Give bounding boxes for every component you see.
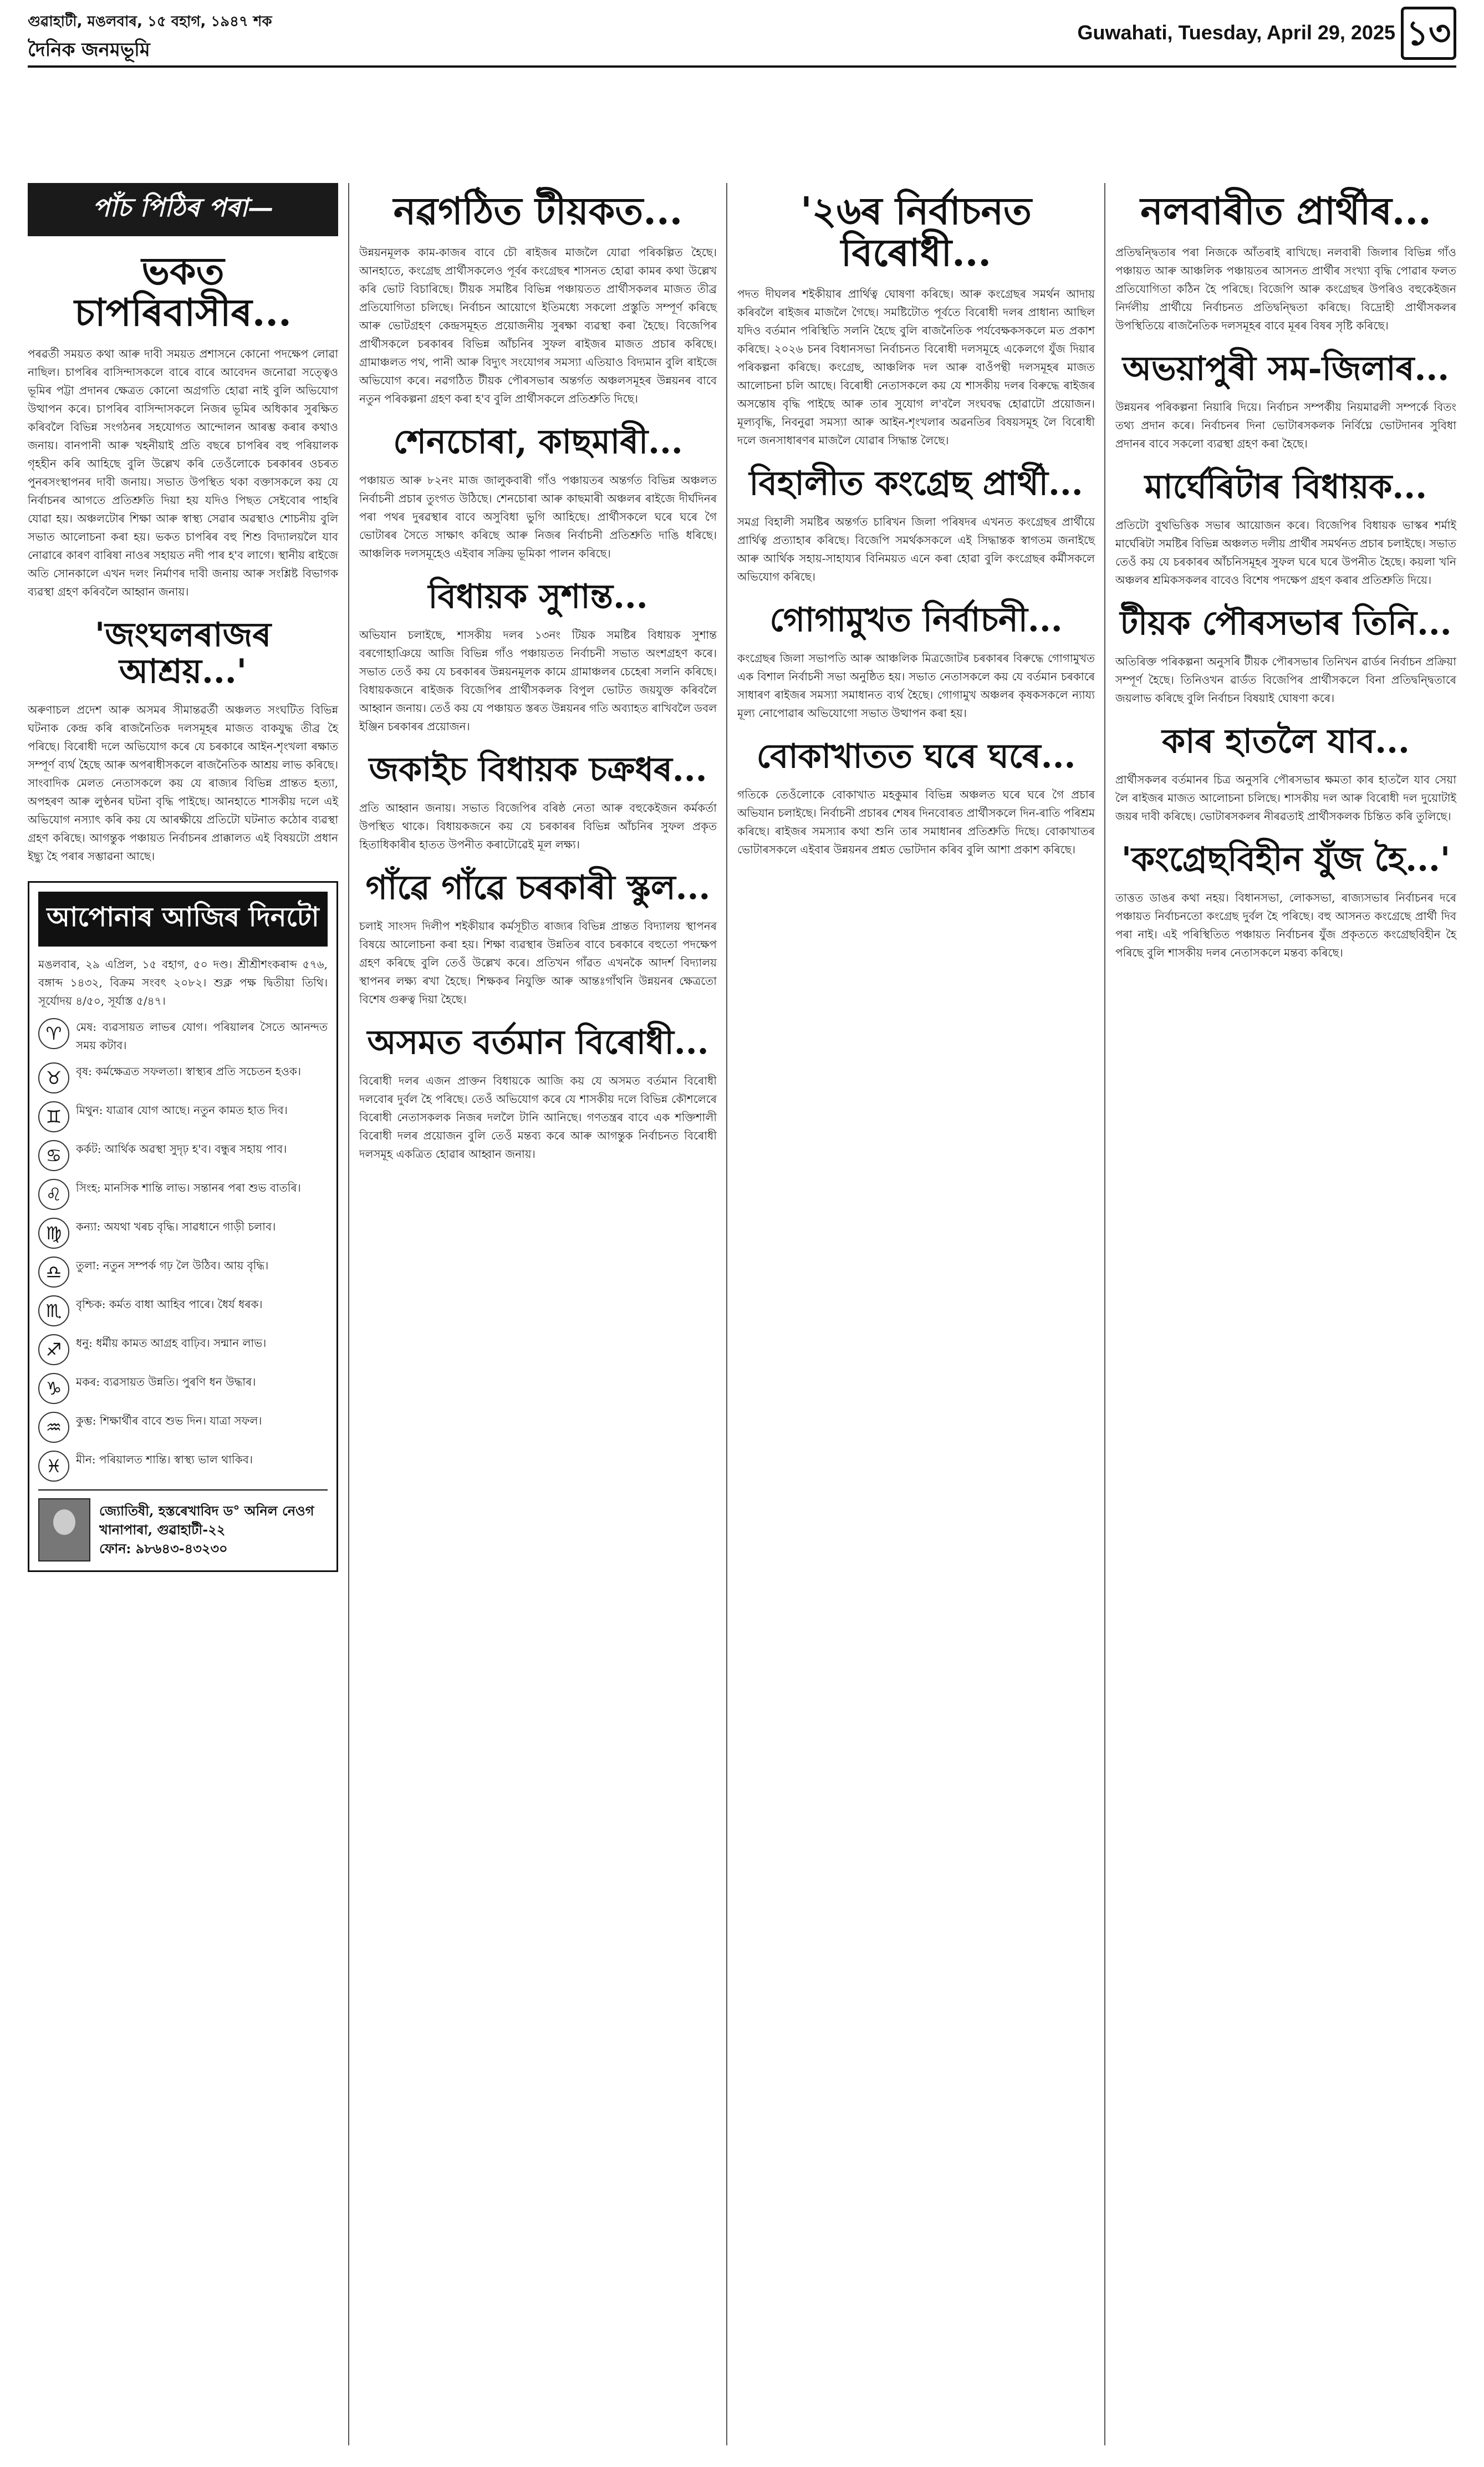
- astrologer-photo: [38, 1498, 90, 1561]
- horoscope-row: [38, 1373, 328, 1404]
- article-bihali: [737, 465, 1095, 586]
- article-body: প্ৰতিটো বুথভিত্তিক সভাৰ আয়োজন কৰে। বিজেপিৰ বিধায়ক ভাস্কৰ শৰ্মাই মাৰ্ঘেৰিটা সমষ্টিৰ বিভিন্ন অঞ্চলত দলীয় প্ৰাৰ্থীৰ সমৰ্থনত প্ৰচাৰ চলাইছে। সভাত তেওঁ কয় যে চৰকাৰৰ আঁচনিসমূহৰ সুফল ঘৰে ঘৰে উপনীত হৈছে। কয়লা খনি অঞ্চলৰ শ্ৰমিকসকলৰ বাবেও বিশেষ পদক্ষেপ গ্ৰহণ কৰাৰ প্ৰতিশ্ৰুতি দিয়ে।: [1115, 518, 1456, 587]
- horoscope-row: [38, 1062, 328, 1093]
- article-tiyak: [359, 191, 717, 408]
- article-body: গতিকে তেওঁলোকে বোকাখাত মহকুমাৰ বিভিন্ন অঞ্চলত ঘৰে ঘৰে গৈ প্ৰচাৰ অভিযান চলাইছে। নিৰ্বাচনী প্ৰচাৰৰ শেষৰ দিনবোৰত প্ৰাৰ্থীসকলে দিন-ৰাতি পৰিশ্ৰম কৰিছে। ৰাইজৰ সমস্যাৰ কথা শুনি তাৰ সমাধানৰ প্ৰতিশ্ৰুতি দিছে। বোকাখাতৰ ভোটাৰসকলে এইবাৰ উন্নয়নৰ প্ৰশ্নত ভোটদান কৰিব বুলি আশা প্ৰকাশ কৰিছে।: [737, 787, 1095, 856]
- article-body: পঞ্চায়ত আৰু ৮২নং মাজ জালুকবাৰী গাঁও পঞ্চায়তৰ অন্তৰ্গত বিভিন্ন অঞ্চলত নিৰ্বাচনী প্ৰচাৰ তুংগত উঠিছে। শেনচোৰা আৰু কাছমাৰী অঞ্চলৰ ৰাইজে দীৰ্ঘদিনৰ পৰা পথৰ দুৰৱস্থাৰ বাবে অসুবিধা ভুগি আহিছে। প্ৰাৰ্থীসকলে ঘৰে ঘৰে গৈ ভোটাৰৰ সৈতে সাক্ষাৎ কৰিছে আৰু নিজৰ নিৰ্বাচনী প্ৰতিশ্ৰুতি দাঙি ধৰিছে। আঞ্চলিক দলসমূহেও এইবাৰ সক্ৰিয় ভূমিকা পালন কৰিছে।: [359, 473, 717, 560]
- article-headline: অসমত বৰ্তমান বিৰোধী...: [367, 1023, 709, 1062]
- article-body: উন্নয়নমূলক কাম-কাজৰ বাবে চৌ ৰাইজৰ মাজলৈ যোৱা পৰিকল্পিত হৈছে। আনহাতে, কংগ্ৰেছ প্ৰাৰ্থীসকলেও পূৰ্বৰ কংগ্ৰেছৰ শাসনত হোৱা কামৰ কথা উল্লেখ কৰি ভোট বিচাৰিছে। টীয়ক সমষ্টিৰ বিভিন্ন পঞ্চায়তত প্ৰাৰ্থীসকলৰ মাজত তীব্ৰ প্ৰতিযোগিতা চলিছে। নিৰ্বাচন আয়োগে ইতিমধ্যে সকলো প্ৰস্তুতি সম্পূৰ্ণ কৰিছে আৰু ভোটগ্ৰহণ কেন্দ্ৰসমূহত প্ৰয়োজনীয় সুৰক্ষা ব্যৱস্থা কৰা হৈছে। বিজেপিৰ প্ৰাৰ্থীসকলে চৰকাৰৰ বিভিন্ন আঁচনিৰ সুফল ৰাইজৰ মাজত প্ৰচাৰ কৰিছে। গ্ৰামাঞ্চলত পথ, পানী আৰু বিদ্যুৎ সংযোগৰ সমস্যা এতিয়াও বিদ্যমান বুলি ৰাইজে অভিযোগ কৰে। নৱগঠিত টীয়ক পৌৰসভাৰ অন্তৰ্গত অঞ্চলসমূহৰ উন্নয়নৰ বাবে নতুন পৰিকল্পনা গ্ৰহণ কৰা হ'ব বুলি প্ৰাৰ্থীসকলে প্ৰতিশ্ৰুতি দিছে।: [359, 245, 717, 405]
- horoscope-row: [38, 1295, 328, 1326]
- article-body: অতিৰিক্ত পৰিকল্পনা অনুসৰি টীয়ক পৌৰসভাৰ তিনিখন ৱাৰ্ডৰ নিৰ্বাচন প্ৰক্ৰিয়া সম্পূৰ্ণ হৈছে। তিনিওখন ৱাৰ্ডত বিজেপিৰ প্ৰাৰ্থীসকলে বিনা প্ৰতিদ্বন্দ্বিতাৰে জয়লাভ কৰিছে বুলি নিৰ্বাচন বিষয়াই ঘোষণা কৰে।: [1115, 654, 1456, 705]
- article-body: পদত দীঘলৰ শইকীয়াৰ প্ৰাৰ্থিত্ব ঘোষণা কৰিছে। আৰু কংগ্ৰেছৰ সমৰ্থন আদায় কৰিবলৈ ৰাইজৰ মাজলৈ গৈছে। সমষ্টিটোত পূৰ্বতে বিৰোধী দলৰ প্ৰাধান্য আছিল যদিও বৰ্তমান পৰিস্থিতি সলনি হৈছে বুলি ৰাজনৈতিক পৰ্যবেক্ষকসকলে মত প্ৰকাশ কৰিছে। ২০২৬ চনৰ বিধানসভা নিৰ্বাচনত বিৰোধী দলসমূহে একেলগে যুঁজ দিয়াৰ পৰিকল্পনা কৰিছে। কংগ্ৰেছ, আঞ্চলিক দল আৰু বাওঁপন্থী দলসমূহৰ মাজত আলোচনা চলি আছে। বিৰোধী নেতাসকলে কয় যে শাসকীয় দলৰ বিৰুদ্ধে ৰাইজৰ অসন্তোষ বৃদ্ধি পাইছে আৰু তাৰ সুযোগ ল'বলৈ সংঘবদ্ধ হোৱাটো প্ৰয়োজন। মূল্যবৃদ্ধি, নিবনুৱা সমস্যা আৰু আইন-শৃংখলাৰ অৱনতিৰ বিষয়সমূহ লৈ বিৰোধী দলে জনসাধাৰণৰ মাজলৈ যোৱাৰ সিদ্ধান্ত লৈছে।: [737, 287, 1095, 447]
- article-body: প্ৰাৰ্থীসকলৰ বৰ্তমানৰ চিত্ৰ অনুসৰি পৌৰসভাৰ ক্ষমতা কাৰ হাতলৈ যাব সেয়া লৈ ৰাইজৰ মাজত আলোচনা চলিছে। শাসকীয় দল আৰু বিৰোধী দল দুয়োটাই জয়ৰ দাবী কৰিছে। ভোটাৰসকলৰ নীৰৱতাই প্ৰাৰ্থীসকলক চিন্তিত কৰি তুলিছে।: [1115, 772, 1456, 823]
- zodiac-icon: ♎: [38, 1257, 69, 1288]
- horoscope-text: কন্যা: অযথা খৰচ বৃদ্ধি। সাৱধানে গাড়ী চলাব।: [76, 1219, 276, 1233]
- article-bidhayak-sushanta: [359, 578, 717, 736]
- article-headline: গোগামুখত নিৰ্বাচনী...: [769, 600, 1063, 639]
- horoscope-text: বৃষ: কৰ্মক্ষেত্ৰত সফলতা। স্বাস্থ্যৰ প্ৰতি সচেতন হওক।: [76, 1064, 302, 1078]
- zodiac-icon: ♒: [38, 1412, 69, 1443]
- top-rule: [28, 65, 1456, 68]
- horoscope-row: [38, 1018, 328, 1055]
- article-headline: মাৰ্ঘেৰিটাৰ বিধায়ক...: [1144, 467, 1427, 506]
- horoscope-text: সিংহ: মানসিক শান্তি লাভ। সন্তানৰ পৰা শুভ বাতৰি।: [76, 1181, 301, 1194]
- astrologer-name: জ্যোতিষী, হস্তৰেখাবিদ ড° অনিল নেওগ: [99, 1502, 314, 1519]
- article-headline: 'জংঘলৰাজৰ আশ্ৰয়...': [94, 615, 272, 691]
- zodiac-icon: ♈: [38, 1018, 69, 1049]
- zodiac-icon: ♓: [38, 1451, 69, 1482]
- horoscope-text: বৃশ্চিক: কৰ্মত বাধা আহিব পাৰে। ধৈৰ্য ধৰক।: [76, 1297, 263, 1311]
- article-body: প্ৰতিদ্বন্দ্বিতাৰ পৰা নিজকে আঁতৰাই ৰাখিছে। নলবাৰী জিলাৰ বিভিন্ন গাঁও পঞ্চায়ত আৰু আঞ্চলিক পঞ্চায়তৰ আসনত প্ৰাৰ্থীৰ সংখ্যা বৃদ্ধি পোৱাৰ ফলত প্ৰতিযোগিতা কঠিন হৈ পৰিছে। বিজেপি আৰু কংগ্ৰেছৰ উপৰিও বহুকেইজন নিৰ্দলীয় প্ৰাৰ্থীয়ে নিৰ্বাচনত প্ৰতিদ্বন্দ্বিতা কৰিছে। বিদ্ৰোহী প্ৰাৰ্থীসকলৰ উপস্থিতিয়ে ৰাজনৈতিক দলসমূহৰ বাবে মূৰৰ বিষৰ সৃষ্টি কৰিছে।: [1115, 245, 1456, 332]
- article-body: উন্নয়নৰ পৰিকল্পনা নিয়াৰি দিয়ে। নিৰ্বাচন সম্পৰ্কীয় নিয়মাৱলী সম্পৰ্কে বিতং তথ্য প্ৰদান কৰে। নিৰ্বাচনৰ দিনা ভোটাৰসকলক নিৰ্বিঘ্নে ভোটদানৰ সুবিধা প্ৰদানৰ বাবে সকলো ব্যৱস্থা গ্ৰহণ কৰা হৈছে।: [1115, 400, 1456, 450]
- horoscope-intro: মঙলবাৰ, ২৯ এপ্ৰিল, ১৫ বহাগ, ৫০ দণ্ড। শ্ৰীশ্ৰীশংকৰাব্দ ৫৭৬, বঙ্গাব্দ ১৪৩২, বিক্ৰম সংবৎ ২০৮২। শুক্ল পক্ষ দ্বিতীয়া তিথি। সূৰ্যোদয় ৪/৫০, সূৰ্যাস্ত ৫/৪৭।: [38, 957, 328, 1008]
- astrologer-phone: ফোন: ৯৮৬৪৩-৪৩২৩০: [99, 1540, 228, 1557]
- horoscope-text: ধনু: ধৰ্মীয় কামত আগ্ৰহ বাঢ়িব। সন্মান লাভ।: [76, 1336, 267, 1350]
- article-headline: টীয়ক পৌৰসভাৰ তিনি...: [1120, 603, 1452, 643]
- horoscope-box: [28, 881, 338, 1572]
- article-bokakhat: [737, 738, 1095, 859]
- article-kar-hatloi: [1115, 723, 1456, 826]
- horoscope-text: মিথুন: যাত্ৰাৰ যোগ আছে। নতুন কামত হাত দিব।: [76, 1103, 288, 1117]
- astrologer-info: [99, 1502, 314, 1558]
- article-body: অভিযান চলাইছে, শাসকীয় দলৰ ১৩নং টিয়ক সমষ্টিৰ বিধায়ক সুশান্ত বৰগোহাঞিয়ে আজি বিভিন্ন গাঁও পঞ্চায়তত নিৰ্বাচনী সভাত অংশগ্ৰহণ কৰে। সভাত তেওঁ কয় যে চৰকাৰৰ উন্নয়নমূলক কামে গ্ৰামাঞ্চলৰ চেহেৰা সলনি কৰিছে। বিধায়কজনে ৰাইজক বিজেপিৰ প্ৰাৰ্থীসকলক বিপুল ভোটত জয়যুক্ত কৰিবলৈ আহ্বান জনায়। তেওঁ কয় যে পঞ্চায়ত স্তৰত উন্নয়নৰ গতি অব্যাহত ৰাখিবলৈ ডবল ইঞ্জিন চৰকাৰৰ প্ৰয়োজন।: [359, 628, 717, 733]
- horoscope-row: [38, 1101, 328, 1132]
- zodiac-icon: ♏: [38, 1295, 69, 1326]
- horoscope-text: মকৰ: ব্যৱসায়ত উন্নতি। পুৰণি ধন উদ্ধাৰ।: [76, 1375, 256, 1388]
- article-body: চলাই সাংসদ দিলীপ শইকীয়াৰ কৰ্মসূচীত ৰাজ্যৰ বিভিন্ন প্ৰান্তত বিদ্যালয় স্থাপনৰ বিষয়ে আলোচনা কৰা হয়। শিক্ষা ব্যৱস্থাৰ উন্নতিৰ বাবে চৰকাৰে বহুতো পদক্ষেপ গ্ৰহণ কৰিছে বুলি তেওঁ উল্লেখ কৰে। প্ৰতিখন গাঁৱত এখনকৈ আদৰ্শ বিদ্যালয় স্থাপনৰ লক্ষ্য ৰখা হৈছে। শিক্ষকৰ নিযুক্তি আৰু আন্তঃগাঁথনি উন্নয়নৰ ক্ষেত্ৰতো বিশেষ গুৰুত্ব দিয়া হৈছে।: [359, 919, 717, 1006]
- dateline-right: Guwahati, Tuesday, April 29, 2025: [1077, 21, 1395, 44]
- article-opposition: [359, 1024, 717, 1163]
- article-body: অৰুণাচল প্ৰদেশ আৰু অসমৰ সীমান্তৱৰ্তী অঞ্চলত সংঘটিত বিভিন্ন ঘটনাক কেন্দ্ৰ কৰি ৰাজনৈতিক দলসমূহৰ মাজত বাকযুদ্ধ তীব্ৰ হৈ পৰিছে। বিৰোধী দলে অভিযোগ কৰে যে চৰকাৰে আইন-শৃংখলা ৰক্ষাত সম্পূৰ্ণ ব্যৰ্থ হৈছে আৰু অপৰাধীসকলে ৰাজনৈতিক আশ্ৰয় লাভ কৰিছে। সাংবাদিক মেলত নেতাসকলে কয় যে ৰাজ্যৰ বিভিন্ন প্ৰান্তত হত্যা, অপহৰণ আৰু লুণ্ঠনৰ ঘটনা বৃদ্ধি পাইছে। আনহাতে শাসকীয় দলে এই অভিযোগ নস্যাৎ কৰি কয় যে আৰক্ষীয়ে প্ৰতিটো ঘটনাত কঠোৰ ব্যৱস্থা গ্ৰহণ কৰিছে। আগন্তুক পঞ্চায়ত নিৰ্বাচনৰ প্ৰাক্কালত এই বিষয়টো প্ৰধান ইছ্যু হৈ পৰাৰ সম্ভাৱনা আছে।: [28, 703, 338, 863]
- astrologer-footer: [38, 1489, 328, 1561]
- horoscope-list: [38, 1018, 328, 1482]
- article-headline: গাঁৱে গাঁৱে চৰকাৰী স্কুল...: [365, 868, 711, 907]
- masthead: [28, 0, 1456, 128]
- article-headline: অভয়াপুৰী সম-জিলাৰ...: [1122, 349, 1450, 388]
- column-divider: [726, 183, 727, 2445]
- article-headline: '২৬ৰ নিৰ্বাচনত বিৰোধী...: [800, 189, 1032, 275]
- article-body: কংগ্ৰেছৰ জিলা সভাপতি আৰু আঞ্চলিক মিত্ৰজোটৰ চৰকাৰৰ বিৰুদ্ধে গোগামুখত এক বিশাল নিৰ্বাচনী সভা অনুষ্ঠিত হয়। সভাত নেতাসকলে কয় যে বৰ্তমান চৰকাৰে সাধাৰণ ৰাইজৰ সমস্যা সমাধানত ব্যৰ্থ হৈছে। গোগামুখ অঞ্চলৰ কৃষকসকলে ন্যায্য মূল্য নোপোৱাৰ অভিযোগো সভাত উত্থাপন কৰা হয়।: [737, 651, 1095, 720]
- zodiac-icon: ♑: [38, 1373, 69, 1404]
- column-4: [1115, 183, 1456, 978]
- zodiac-icon: ♍: [38, 1218, 69, 1249]
- horoscope-row: [38, 1179, 328, 1210]
- article-headline: জকাইচ বিধায়ক চক্ৰধৰ...: [369, 750, 707, 789]
- article-nalbari: [1115, 191, 1456, 335]
- article-headline: বিধায়ক সুশান্ত...: [428, 577, 648, 616]
- article-headline: নলবাৰীত প্ৰাৰ্থীৰ...: [1140, 189, 1431, 233]
- horoscope-text: কৰ্কট: আৰ্থিক অৱস্থা সুদৃঢ় হ'ব। বন্ধুৰ সহায় পাব।: [76, 1142, 287, 1156]
- article-body: সমগ্ৰ বিহালী সমষ্টিৰ অন্তৰ্গত চাৰিখন জিলা পৰিষদৰ এখনত কংগ্ৰেছৰ প্ৰাৰ্থীয়ে প্ৰাৰ্থিত্ব প্ৰত্যাহাৰ কৰিছে। বিজেপি সমৰ্থকসকলে এই সিদ্ধান্তক স্বাগতম জনাইছে আৰু আৰ্থিক সহায়-সাহায্যৰ বিনিময়ত এনে কৰা হোৱা বুলি কংগ্ৰেছৰ কৰ্মীসকলে অভিযোগ কৰিছে।: [737, 515, 1095, 583]
- article-shenchora: [359, 424, 717, 563]
- horoscope-text: কুম্ভ: শিক্ষাৰ্থীৰ বাবে শুভ দিন। যাত্ৰা সফল।: [76, 1413, 262, 1427]
- zodiac-icon: ♌: [38, 1179, 69, 1210]
- astrologer-address: খানাপাৰা, গুৱাহাটী-২২: [99, 1521, 226, 1538]
- dateline-left: গুৱাহাটী, মঙলবাৰ, ১৫ বহাগ, ১৯৪৭ শক: [28, 13, 272, 30]
- article-abhayapuri: [1115, 350, 1456, 453]
- horoscope-row: [38, 1257, 328, 1288]
- article-headline: শেনচোৰা, কাছমাৰী...: [393, 422, 683, 461]
- article-body: তাত্তত ডাঙৰ কথা নহয়। বিধানসভা, লোকসভা, ৰাজ্যসভাৰ নিৰ্বাচনৰ দৰে পঞ্চায়ত নিৰ্বাচনতো কংগ্ৰেছ দুৰ্বল হৈ পৰিছে। বহু আসনত কংগ্ৰেছে প্ৰাৰ্থী দিব পৰা নাই। এই পৰিস্থিতিত পঞ্চায়ত নিৰ্বাচনৰ যুঁজ প্ৰকৃততে কংগ্ৰেছবিহীন হৈ পৰিছে বুলি শাসকীয় দলৰ নেতাসকলে মন্তব্য কৰিছে।: [1115, 891, 1456, 959]
- zodiac-icon: ♋: [38, 1140, 69, 1171]
- article-headline: নৱগঠিত টীয়কত...: [393, 189, 683, 233]
- column-divider: [348, 183, 349, 2445]
- article-congress-less: [1115, 841, 1456, 962]
- article-tiyak-municipality: [1115, 605, 1456, 708]
- article-margherita: [1115, 469, 1456, 589]
- horoscope-title: আপোনাৰ আজিৰ দিনটো: [38, 892, 328, 947]
- column-1: [28, 183, 338, 1572]
- horoscope-text: মেষ: ব্যৱসায়ত লাভৰ যোগ। পৰিয়ালৰ সৈতে আনন্দত সময় কটাব।: [76, 1020, 328, 1052]
- column-divider: [1104, 183, 1105, 2445]
- article-school: [359, 869, 717, 1009]
- article-headline: কাৰ হাতলৈ যাব...: [1162, 721, 1410, 761]
- article-26-election: [737, 191, 1095, 450]
- article-headline: ভকত চাপৰিবাসীৰ...: [74, 249, 292, 335]
- zodiac-icon: ♊: [38, 1101, 69, 1132]
- horoscope-row: [38, 1140, 328, 1171]
- paper-name: দৈনিক জনমভূমি: [28, 39, 150, 61]
- horoscope-text: তুলা: নতুন সম্পৰ্ক গঢ় লৈ উঠিব। আয় বৃদ্ধি।: [76, 1258, 269, 1272]
- column-3: [737, 183, 1095, 874]
- article-gogamukh: [737, 602, 1095, 723]
- horoscope-row: [38, 1412, 328, 1443]
- horoscope-row: [38, 1451, 328, 1482]
- article-body: পৰৱৰ্তী সময়ত কথা আৰু দাবী সময়ত প্ৰশাসনে কোনো পদক্ষেপ লোৱা নাছিল। চাপৰিৰ বাসিন্দাসকলে বাৰে বাৰে আবেদন জনোৱা সত্ত্বেও ভূমিৰ পট্টা প্ৰদানৰ ক্ষেত্ৰত কোনো অগ্ৰগতি হোৱা নাই বুলি অভিযোগ উত্থাপন কৰে। চাপৰিৰ বাসিন্দাসকলে নিজৰ ভূমিৰ অধিকাৰ সুৰক্ষিত কৰিবলৈ বিভিন্ন সংগঠনৰ সহযোগত আন্দোলন আৰম্ভ কৰাৰ কথাও জনায়। বানপানী আৰু খহনীয়াই প্ৰতি বছৰে চাপৰিৰ বহু পৰিয়ালক গৃহহীন কৰি আহিছে বুলি উল্লেখ কৰি তেওঁলোকে চৰকাৰৰ ওচৰত পুনৰসংস্থাপনৰ দাবী জনায়। সভাত উপস্থিত থকা বক্তাসকলে কয় যে নিৰ্বাচনৰ আগতে প্ৰতিশ্ৰুতি দিয়া হয় যদিও পিছত সেইবোৰ পাহৰি যোৱা হয়। অঞ্চলটোৰ শিক্ষা আৰু স্বাস্থ্য সেৱাৰ অৱস্থাও শোচনীয় বুলি সভাত আলোচনা কৰা হয়। ভকত চাপৰিৰ বহু শিশু বিদ্যালয়লৈ যাব নোৱাৰে কাৰণ বাৰিষা নাওৰ সহায়ত নদী পাৰ হ'ব লাগে। স্থানীয় ৰাইজে অতি সোনকালে এখন দলং নিৰ্মাণৰ দাবী জনায় আৰু সংশ্লিষ্ট বিভাগক ব্যৱস্থা গ্ৰহণ কৰিবলৈ আহ্বান জনায়।: [28, 347, 338, 598]
- zodiac-icon: ♐: [38, 1334, 69, 1365]
- article-jakaich: [359, 751, 717, 854]
- section-title: পাঁচ পিঠিৰ পৰা—: [28, 183, 338, 236]
- article-headline: বোকাখাতত ঘৰে ঘৰে...: [756, 736, 1076, 776]
- article-headline: বিহালীত কংগ্ৰেছ প্ৰাৰ্থী...: [749, 464, 1083, 503]
- page-number: ১৩: [1401, 7, 1456, 60]
- article-body: বিৰোধী দলৰ এজন প্ৰাক্তন বিধায়কে আজি কয় যে অসমত বৰ্তমান বিৰোধী দলবোৰ দুৰ্বল হৈ পৰিছে। তেওঁ অভিযোগ কৰে যে শাসকীয় দলে বিভিন্ন কৌশলেৰে বিৰোধী নেতাসকলক নিজৰ দললৈ টানি আনিছে। গণতন্ত্ৰৰ বাবে এক শক্তিশালী বিৰোধী দলৰ প্ৰয়োজন বুলি তেওঁ মন্তব্য কৰে আৰু আগন্তুক নিৰ্বাচনত বিৰোধী দলসমূহ একত্ৰিত হোৱাৰ আহ্বান জনায়।: [359, 1074, 717, 1161]
- article-jangal-raj: [28, 617, 338, 866]
- zodiac-icon: ♉: [38, 1062, 69, 1093]
- horoscope-row: [38, 1218, 328, 1249]
- article-bhakat-chapori: [28, 251, 338, 601]
- column-2: [359, 183, 717, 1179]
- article-headline: 'কংগ্ৰেছবিহীন যুঁজ হৈ...': [1121, 840, 1451, 879]
- horoscope-text: মীন: পৰিয়ালত শান্তি। স্বাস্থ্য ভাল থাকিব।: [76, 1452, 253, 1466]
- horoscope-row: [38, 1334, 328, 1365]
- article-body: প্ৰতি আহ্বান জনায়। সভাত বিজেপিৰ বৰিষ্ঠ নেতা আৰু বহুকেইজন কৰ্মকৰ্তা উপস্থিত থাকে। বিধায়কজনে কয় যে চৰকাৰৰ বিভিন্ন আঁচনিৰ সুফল প্ৰকৃত হিতাধিকাৰীৰ হাতত উপনীত কৰাটোৱেই মূল লক্ষ্য।: [359, 801, 717, 851]
